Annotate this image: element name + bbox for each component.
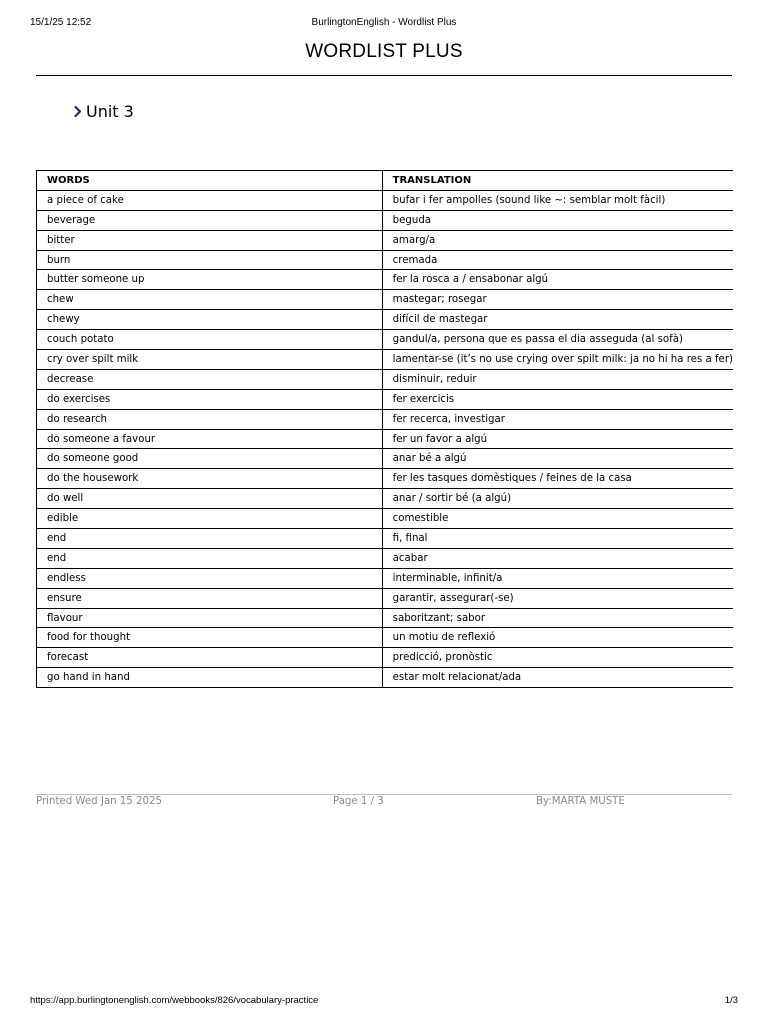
table-row [37, 648, 734, 668]
print-url: https://app.burlingtonenglish.com/webbooks/826/vocabulary-practice [30, 995, 319, 1006]
title-divider [36, 75, 732, 76]
word-cell: edible [37, 509, 383, 529]
print-footer [0, 995, 768, 1009]
translation-cell: fi, final [382, 529, 733, 549]
table-row [37, 210, 734, 230]
print-document-title: BurlingtonEnglish - Wordlist Plus [311, 17, 457, 28]
unit-heading[interactable] [74, 102, 134, 121]
word-cell: chewy [37, 310, 383, 330]
translation-cell: cremada [382, 250, 733, 270]
table-row [37, 330, 734, 350]
table-row [37, 350, 734, 370]
translation-cell: interminable, infinit/a [382, 568, 733, 588]
word-cell: bitter [37, 230, 383, 250]
table-row [37, 230, 734, 250]
table-row [37, 429, 734, 449]
table-body [37, 190, 734, 687]
table-row [37, 190, 734, 210]
word-cell: end [37, 529, 383, 549]
word-cell: flavour [37, 608, 383, 628]
table-row [37, 369, 734, 389]
word-cell: cry over spilt milk [37, 350, 383, 370]
translation-cell: amarg/a [382, 230, 733, 250]
chevron-right-icon [74, 103, 82, 121]
word-cell: end [37, 548, 383, 568]
print-timestamp: 15/1/25 12:52 [30, 17, 92, 28]
table-row [37, 310, 734, 330]
table-row [37, 489, 734, 509]
translation-cell: acabar [382, 548, 733, 568]
word-cell: chew [37, 290, 383, 310]
column-header-words: WORDS [37, 171, 383, 191]
translation-cell: fer les tasques domèstiques / feines de la casa [382, 469, 733, 489]
print-page-count: 1/3 [724, 995, 738, 1006]
word-cell: endless [37, 568, 383, 588]
translation-cell: predicció, pronòstic [382, 648, 733, 668]
table-row [37, 290, 734, 310]
translation-cell: fer recerca, investigar [382, 409, 733, 429]
translation-cell: difícil de mastegar [382, 310, 733, 330]
table-row [37, 588, 734, 608]
word-cell: do exercises [37, 389, 383, 409]
word-cell: do the housework [37, 469, 383, 489]
page-number: Page 1 / 3 [333, 796, 384, 807]
table-row [37, 668, 734, 688]
translation-cell: mastegar; rosegar [382, 290, 733, 310]
print-header [0, 17, 768, 31]
word-cell: couch potato [37, 330, 383, 350]
translation-cell: bufar i fer ampolles (sound like ~: semblar molt fàcil) [382, 190, 733, 210]
table-row [37, 389, 734, 409]
table-row [37, 548, 734, 568]
table-row [37, 628, 734, 648]
page-title: WORDLIST PLUS [305, 41, 463, 62]
page-footer [36, 796, 732, 810]
translation-cell: saboritzant; sabor [382, 608, 733, 628]
table-row [37, 568, 734, 588]
translation-cell: fer exercicis [382, 389, 733, 409]
word-cell: butter someone up [37, 270, 383, 290]
word-cell: decrease [37, 369, 383, 389]
word-cell: a piece of cake [37, 190, 383, 210]
word-cell: ensure [37, 588, 383, 608]
translation-cell: gandul/a, persona que es passa el dia asseguda (al sofà) [382, 330, 733, 350]
translation-cell: un motiu de reflexió [382, 628, 733, 648]
translation-cell: garantir, assegurar(-se) [382, 588, 733, 608]
table-row [37, 449, 734, 469]
translation-cell: anar bé a algú [382, 449, 733, 469]
word-cell: do research [37, 409, 383, 429]
translation-cell: fer la rosca a / ensabonar algú [382, 270, 733, 290]
word-cell: forecast [37, 648, 383, 668]
translation-cell: estar molt relacionat/ada [382, 668, 733, 688]
translation-cell: beguda [382, 210, 733, 230]
translation-cell: comestible [382, 509, 733, 529]
footer-divider [36, 794, 732, 795]
table-row [37, 270, 734, 290]
table-row [37, 250, 734, 270]
author: By:MARTA MUSTE [536, 796, 625, 807]
unit-label: Unit 3 [86, 102, 134, 121]
word-cell: beverage [37, 210, 383, 230]
translation-cell: disminuir, reduir [382, 369, 733, 389]
table-row [37, 529, 734, 549]
translation-cell: anar / sortir bé (a algú) [382, 489, 733, 509]
word-cell: do someone good [37, 449, 383, 469]
word-cell: do well [37, 489, 383, 509]
word-cell: food for thought [37, 628, 383, 648]
table-row [37, 509, 734, 529]
word-cell: burn [37, 250, 383, 270]
wordlist-table [36, 170, 733, 688]
column-header-translation: TRANSLATION [382, 171, 733, 191]
printed-date: Printed Wed Jan 15 2025 [36, 796, 162, 807]
table-row [37, 409, 734, 429]
table-header-row [37, 171, 734, 191]
translation-cell: fer un favor a algú [382, 429, 733, 449]
translation-cell: lamentar-se (it’s no use crying over spilt milk: ja no hi ha res a fer) [382, 350, 733, 370]
word-cell: go hand in hand [37, 668, 383, 688]
word-cell: do someone a favour [37, 429, 383, 449]
table-row [37, 469, 734, 489]
table-row [37, 608, 734, 628]
